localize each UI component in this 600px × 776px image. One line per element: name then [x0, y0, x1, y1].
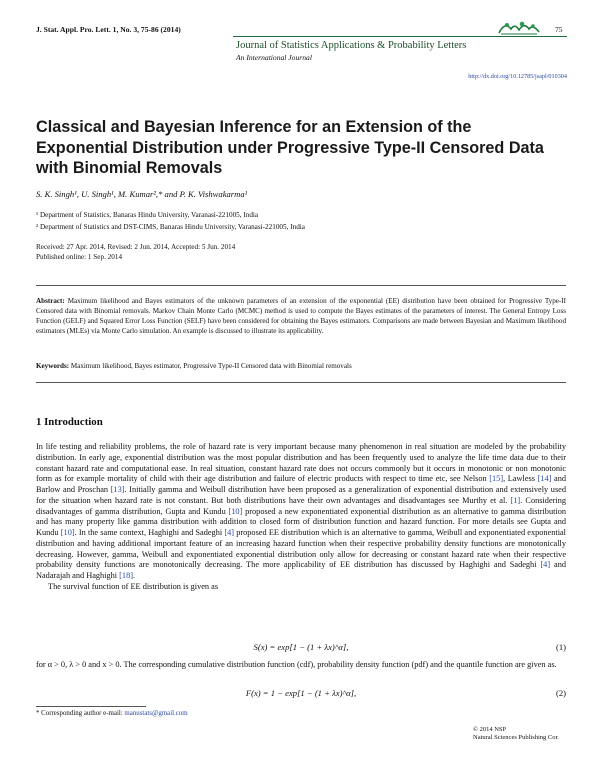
equation-1-formula: S(x) = exp[1 − (1 + λx)^α], [253, 642, 349, 652]
corresponding-author-note: * Corresponding author e-mail: manustats@gmail.com [36, 710, 188, 717]
section-heading-introduction: 1 Introduction [36, 416, 103, 428]
intro-paragraph: In life testing and reliability problems, the role of hazard rate is very important because many phenomenon in real situation are modeled by the probability distribution. In early age, exponential distribution was the most popular distribution and has been frequently used to analyze the life time data due to their constant hazard rate and computational ease. In real situation, constant hazard rate does not occurs commonly but it occurs in monotonic or non monotonic form as for example mortality of child with their age distribution and failure of electric products with respect to time etc, see Nelson [15], Lawless [14] and Barlow and Proschan [13]. Initially gamma and Weibull distribution have been proposed as a generalization of exponential distribution and extensively used for the situation when hazard rate is not constant. But both distributions have their own advantages and disadvantages see Murthy et al. [1]. Considering disadvantages of gamma distribution, Gupta and Kundu [10] proposed a new exponentiated exponential distribution as an alternative to gamma distribution and has many property like gamma distribution with addition to closed form of distribution function and hazard function. For more details see Gupta and Kundu [10]. In the same context, Haghighi and Sadeghi [4] proposed EE distribution which is an alternative to gamma, Weibull and exponentiated exponential distribution and having additional important feature of an increasing hazard function when their respective probability density functions are monotonically decreasing. However, gamma, Weibull and exponentiated exponential distribution only allow for decreasing or constant hazard rate when their respective probability density functions are monotonically decreasing. The more applicability of EE distribution has discussed by Haghighi and Sadeghi [4] and Nadarajah and Haghighi [18]. [36, 442, 567, 580]
citation-link[interactable]: [4] [540, 560, 551, 570]
affiliation-1: ¹ Department of Statistics, Banaras Hindu University, Varanasi-221005, India [36, 211, 259, 219]
citation-link[interactable]: [10] [228, 506, 243, 516]
received-dates: Received: 27 Apr. 2014, Revised: 2 Jun. 2014, Accepted: 5 Jun. 2014 [36, 243, 236, 251]
equation-2-formula: F(x) = 1 − exp[1 − (1 + λx)^α], [245, 688, 357, 698]
keywords [36, 362, 566, 370]
citation-link[interactable]: [18] [119, 571, 133, 580]
cdf-paragraph: for α > 0, λ > 0 and x > 0. The corresponding cumulative distribution function (cdf), probability density function (pdf) and the quantile function are given as. [36, 660, 557, 669]
publication-dates [36, 242, 235, 262]
citation-link[interactable]: [13] [110, 485, 125, 494]
abstract-bottom-rule [36, 382, 566, 383]
abstract-text: Maximum likelihood and Bayes estimators of the unknown parameters of an extension of the exponential (EE) distribution have been obtained for Progressive Type-II Censored data with Binomial removals. Markov Chain Monte Carlo (MCMC) method is used to compute the Bayes estimates of the parameters of interest. The General Entropy Loss Function (GELF) and Squared Error Loss Function (SELF) have been considered for obtaining the Bayes estimators. Comparisons are made between Bayesian and Maximum likelihood estimators (MLEs) via Monte Carlo simulation. An example is discussed to illustrate its applicability. [36, 297, 566, 336]
affiliation-2: ² Department of Statistics and DST-CIMS, Banaras Hindu University, Varanasi-221005, India [36, 223, 305, 231]
abstract [36, 296, 566, 336]
journal-subtitle: An International Journal [236, 53, 312, 62]
publisher-name: Natural Sciences Publishing Cor. [473, 734, 559, 741]
journal-name: Journal of Statistics Applications & Probability Letters [236, 40, 467, 51]
abstract-label: Abstract: [36, 297, 65, 305]
keywords-text: Maximum likelihood, Bayes estimator, Progressive Type-II Censored data with Binomial removals [70, 362, 352, 370]
survival-intro: The survival function of EE distribution is given as [48, 581, 219, 591]
published-date: Published online: 1 Sep. 2014 [36, 253, 123, 261]
equation-2-number: (2) [555, 688, 566, 698]
doi-link[interactable]: http://dx.doi.org/10.12785/jsapl/010304 [468, 73, 567, 80]
author-email-link[interactable]: manustats@gmail.com [124, 710, 188, 717]
footnote-rule [36, 706, 146, 707]
nsp-logo-icon [497, 19, 541, 35]
citation-link[interactable]: [15] [489, 474, 504, 484]
citation-link[interactable]: [1] [510, 495, 521, 505]
equation-1-number: (1) [555, 642, 566, 652]
page-number: 75 [555, 25, 563, 34]
introduction-body [36, 442, 566, 593]
author-list: S. K. Singh¹, U. Singh¹, M. Kumar²,* and P. K. Vishwakarma¹ [36, 189, 248, 199]
citation-link[interactable]: [14] [537, 474, 552, 484]
copyright-text: © 2014 NSP [473, 726, 507, 733]
paper-title: Classical and Bayesian Inference for an Extension of the Exponential Distribution under Progressive Type-II Censored Data with Binomial Removals [36, 118, 544, 177]
citation-link[interactable]: [10] [60, 528, 75, 537]
citation-link[interactable]: [4] [224, 528, 235, 537]
copyright-block [473, 726, 559, 742]
keywords-label: Keywords: [36, 362, 70, 370]
header-divider [233, 36, 567, 37]
journal-citation: J. Stat. Appl. Pro. Lett. 1, No. 3, 75-86 (2014) [36, 25, 181, 34]
abstract-top-rule [36, 285, 566, 286]
